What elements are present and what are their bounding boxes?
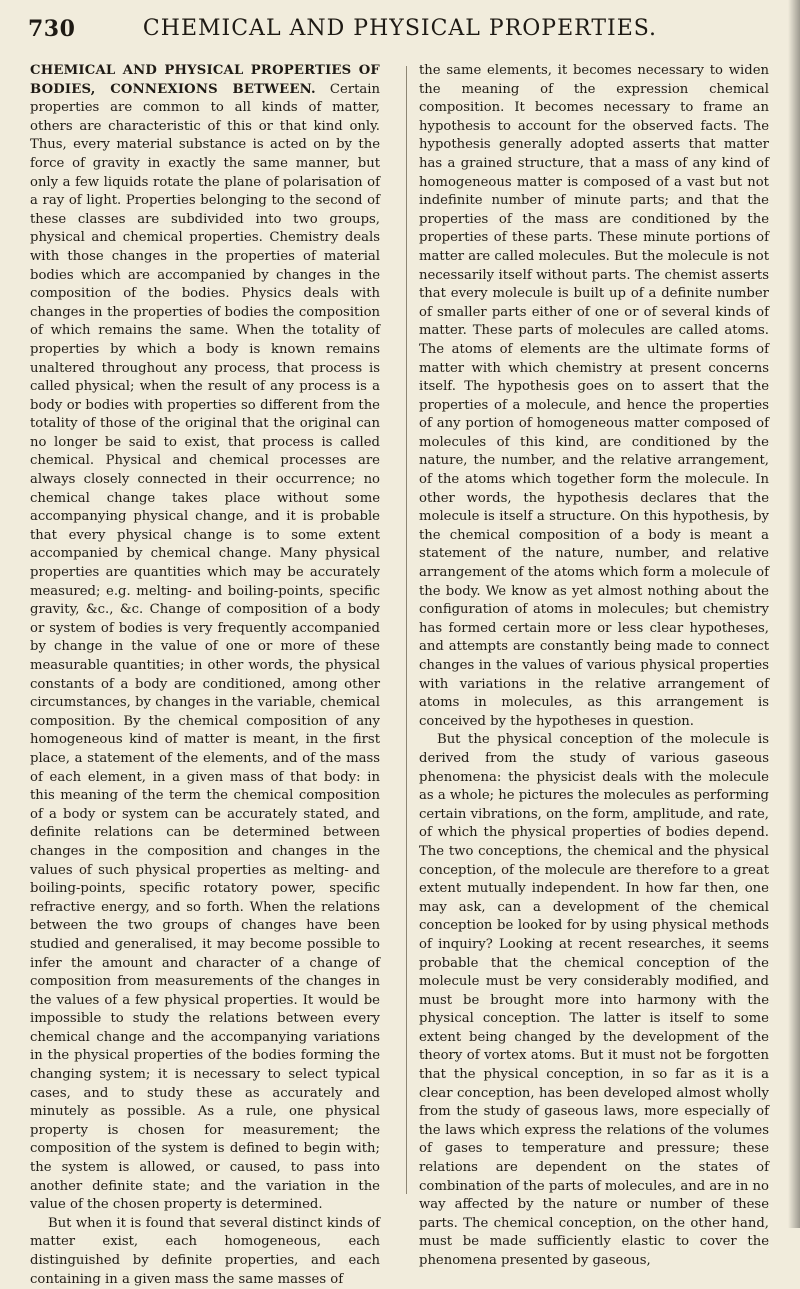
- entry-heading: CHEMICAL AND PHYSICAL PROPERTIES OF BODIES, CONNEXIONS BETWEEN.: [30, 63, 380, 97]
- column-divider: [406, 66, 407, 1194]
- paragraph: But when it is found that several distinct kinds of matter exist, each homogeneous, each distinguished by definite properties, and each containing in a given mass the same masses of: [30, 1215, 380, 1287]
- running-title: CHEMICAL AND PHYSICAL PROPERTIES.: [142, 16, 658, 41]
- page-edge-shadow: [788, 0, 800, 1228]
- right-column: [419, 62, 769, 1271]
- entry-body: Certain properties are common to all kinds of matter, others are characteristic of this or that kind only. Thus, every material substance is acted on by the force of gravity in exactly the same manner, but only a few liquids rotate the plane of polarisation of a ray of light. Properties belonging to the second of these classes are subdivided into two groups, physical and chemical properties. Chemistry deals with those changes in the properties of material bodies which are accompanied by changes in the composition of the bodies. Physics deals with changes in the properties of bodies the composition of which remains the same. When the totality of properties by which a body is known remains unaltered throughout any process, that process is called physical; when the result of any process is a body or bodies with properties so different from the totality of those of the original that the original can no longer be said to exist, that process is called chemical. Physical and chemical processes are always closely connected in their occurrence; no chemical change takes place without some accompanying physical change, and it is probable that every physical change is to some extent accompanied by chemical change. Many physical properties are quantities which may be accurately measured; e.g. melting- and boiling-points, specific gravity, &c., &c. Change of composition of a body or system of bodies is very frequently accompanied by change in the value of one or more of these measurable quantities; in other words, the physical constants of a body are conditioned, among other circumstances, by changes in the variable, chemical composition. By the chemical composition of any homogeneous kind of matter is meant, in the first place, a statement of the elements, and of the mass of each element, in a given mass of that body: in this meaning of the term the chemical composition of a body or system can be accurately stated, and definite relations can be determined between changes in the composition and changes in the values of such physical properties as melting- and boiling-points, specific rotatory power, specific refractive energy, and so forth. When the relations between the two groups of changes have been studied and generalised, it may become possible to infer the amount and character of a change of composition from measurements of the changes in the values of a few physical properties. It would be impossible to study the relations between every chemical change and the accompanying variations in the physical properties of the bodies forming the changing system; it is necessary to select typical cases, and to study these as accurately and minutely as possible. As a rule, one physical property is chosen for measurement; the composition of the system is defined to begin with; the system is allowed, or caused, to pass into another definite state; and the variation in the value of the chosen property is determined.: [30, 81, 380, 1213]
- paragraph: But the physical conception of the molecule is derived from the study of various gaseous phenomena: the physicist deals with the molecule as a whole; he pictures the molecules as performing certain vibrations, on the form, amplitude, and rate, of which the physical properties of bodies depend. The two conceptions, the chemical and the physical conception, of the molecule are therefore to a great extent mutually independent. In how far then, one may ask, can a development of the chemical conception be looked for by using physical methods of inquiry? Looking at recent researches, it seems probable that the chemical conception of the molecule must be very considerably modified, and must be brought more into harmony with the physical conception. The latter is itself to some extent being changed by the development of the theory of vortex atoms. But it must not be forgotten that the physical conception, in so far as it is a clear conception, has been developed almost wholly from the study of gaseous laws, more especially of the laws which express the relations of the volumes of gases to temperature and pressure; these relations are dependent on the states of combination of the parts of molecules, and are in no way affected by the nature or number of these parts. The chemical conception, on the other hand, must be made sufficiently elastic to cover the phenomena presented by gaseous,: [419, 732, 769, 1268]
- page-number: 730: [28, 16, 76, 42]
- left-column: [30, 62, 380, 1289]
- entry-paragraph: [30, 62, 380, 1215]
- paragraph: the same elements, it becomes necessary to widen the meaning of the expression chemical composition. It becomes necessary to frame an hypothesis to account for the observed facts. The hypothesis generally adopted asserts that matter has a grained structure, that a mass of any kind of homogeneous matter is composed of a vast but not indefinite number of minute parts; and that the properties of the mass are conditioned by the properties of these parts. These minute portions of matter are called molecules. But the molecule is not necessarily itself without parts. The chemist asserts that every molecule is built up of a definite number of smaller parts either of one or of several kinds of matter. These parts of molecules are called atoms. The atoms of elements are the ultimate forms of matter with which chemistry at present concerns itself. The hypothesis goes on to assert that the properties of a molecule, and hence the properties of any portion of homogeneous matter composed of molecules of this kind, are conditioned by the nature, the number, and the relative arrangement, of the atoms which together form the molecule. In other words, the hypothesis declares that the molecule is itself a structure. On this hypothesis, by the chemical composition of a body is meant a statement of the nature, number, and relative arrangement of the atoms which form a molecule of the body. We know as yet almost nothing about the configuration of atoms in molecules; but chemistry has formed certain more or less clear hypotheses, and attempts are constantly being made to connect changes in the values of various physical properties with variations in the relative arrangement of atoms in molecules, as this arrangement is conceived by the hypotheses in question.: [419, 63, 770, 729]
